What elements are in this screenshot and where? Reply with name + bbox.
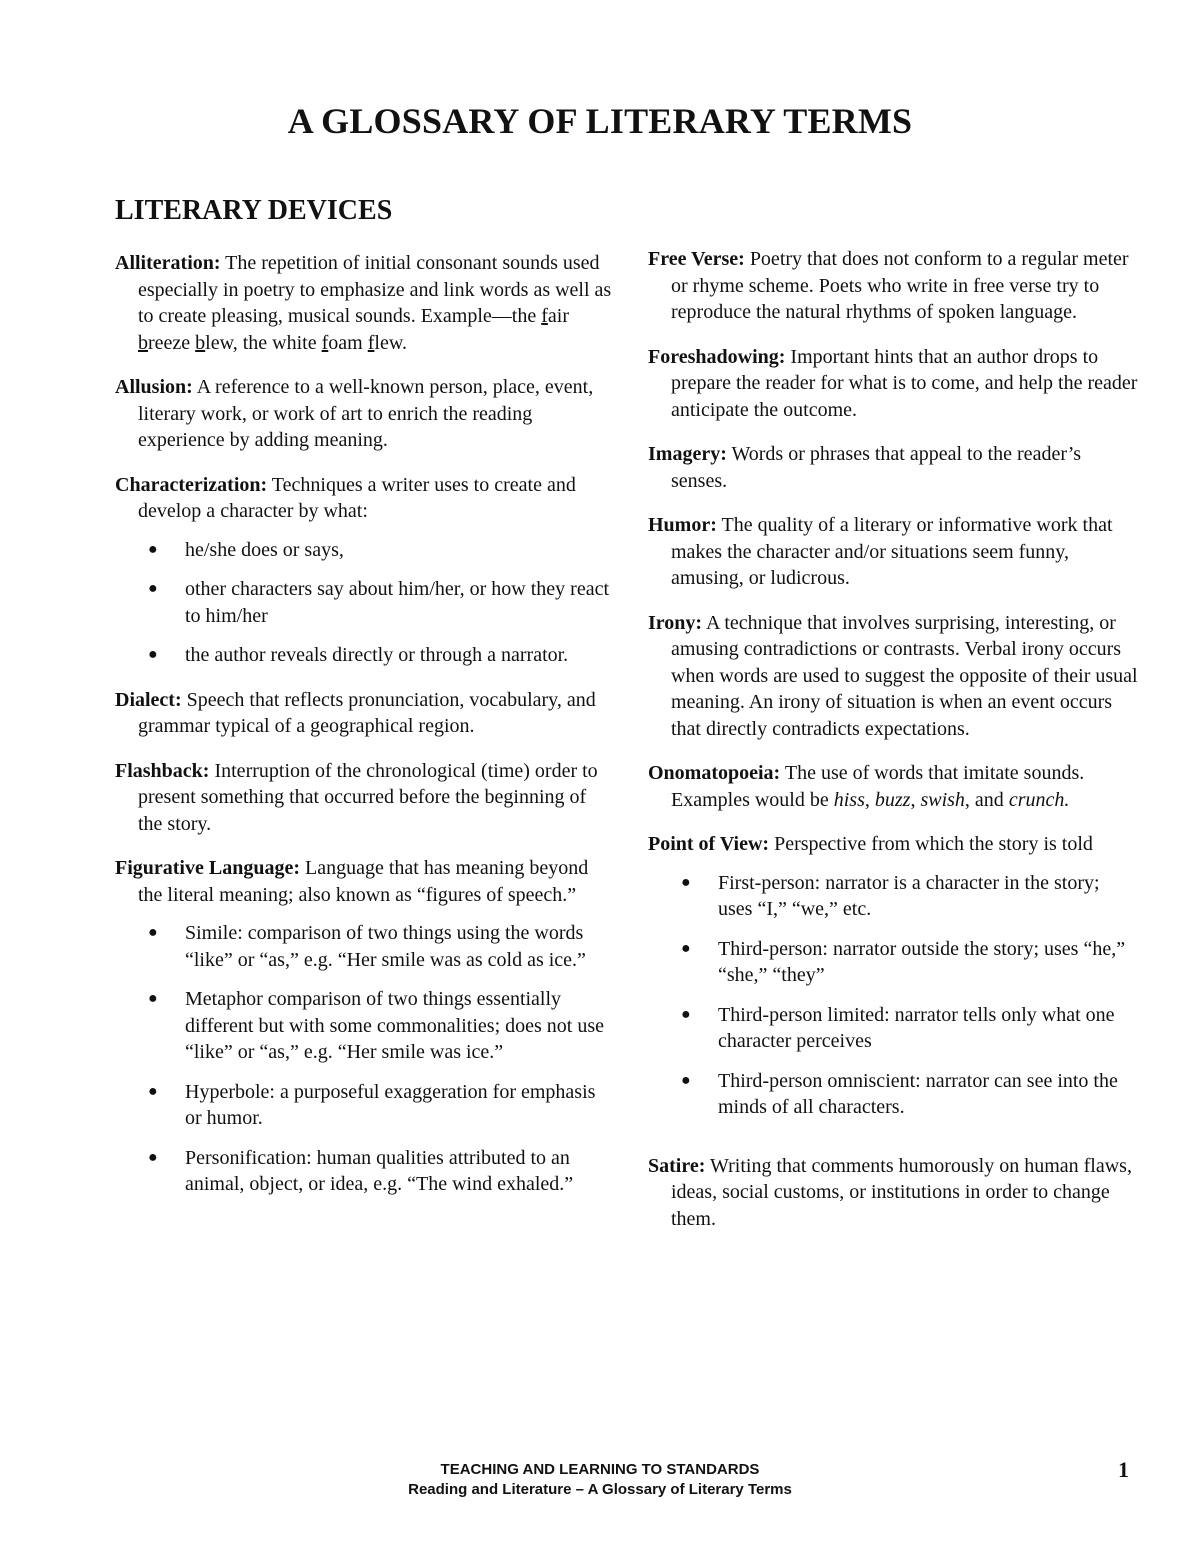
definition-text: oam (328, 331, 368, 354)
definition-text: The repetition of initial consonant sounds used especially in poetry to emphasize and link words as well as to create pleasing, musical sounds. Example—the (138, 252, 612, 327)
entry-flashback (115, 758, 615, 838)
term-label: Flashback: (115, 759, 210, 782)
bullet-text: Simile: comparison of two things using the words “like” or “as,” e.g. “Her smile was as cold as ice.” (185, 922, 586, 971)
definition-text: Techniques a writer uses to create and develop a character by what: (138, 473, 576, 522)
term-label: Characterization: (115, 473, 268, 496)
term-label: Dialect: (115, 688, 182, 711)
entry-alliteration (115, 250, 615, 356)
list-item (115, 1079, 615, 1132)
definition-text: lew. (374, 331, 407, 354)
term-label: Figurative Language: (115, 857, 300, 879)
definition-text: The quality of a literary or informative work that makes the character and/or situations seem funny, amusing, or ludicrous. (671, 514, 1113, 589)
bullet-icon: ● (681, 1005, 691, 1023)
definition-text: lew, the white (205, 331, 322, 354)
term-label: Onomatopoeia: (648, 762, 781, 784)
bullet-icon: ● (681, 873, 691, 891)
list-item (115, 986, 615, 1066)
definition-text: Important hints that an author drops to prepare the reader for what is to come, and help the reader anticipate the outcome. (671, 345, 1138, 421)
entry-characterization (115, 472, 615, 525)
page-footer (0, 1460, 1200, 1500)
underlined-letter: b (138, 331, 148, 354)
list-item (115, 642, 615, 669)
right-column (648, 246, 1138, 1250)
bullet-icon: ● (148, 1148, 158, 1166)
list-item (115, 1145, 615, 1198)
definition-text: Speech that reflects pronunciation, vocabulary, and grammar typical of a geographical region. (138, 688, 596, 737)
page-title: A GLOSSARY OF LITERARY TERMS (287, 101, 913, 141)
example-word: buzz (874, 788, 911, 811)
term-label: Allusion: (115, 376, 193, 398)
list-item (648, 936, 1138, 989)
characterization-bullet-list (115, 537, 615, 669)
definition-text: Interruption of the chronological (time) order to present something that occurred before the beginning of the story. (138, 759, 598, 835)
bullet-icon: ● (681, 1071, 691, 1089)
entry-foreshadowing (648, 344, 1138, 424)
definition-text: air (547, 305, 569, 327)
definition-text: Poetry that does not conform to a regular meter or rhyme scheme. Poets who write in free verse try to reproduce the natural rhythms of spoken language. (671, 248, 1129, 323)
list-item (115, 576, 615, 629)
bullet-text: Third-person omniscient: narrator can see into the minds of all characters. (718, 1069, 1118, 1118)
example-word: hiss (833, 788, 865, 811)
term-label: Irony: (648, 611, 703, 634)
underlined-letter: f (321, 331, 329, 354)
list-item (115, 920, 615, 973)
bullet-icon: ● (148, 924, 158, 941)
list-item (648, 1002, 1138, 1055)
list-item (115, 537, 615, 564)
bullet-icon: ● (148, 540, 158, 558)
bullet-icon: ● (148, 990, 158, 1007)
bullet-text: First-person: narrator is a character in the story; uses “I,” “we,” etc. (718, 871, 1100, 920)
bullet-icon: ● (148, 646, 158, 663)
entry-point-of-view (648, 831, 1138, 858)
definition-text: A reference to a well-known person, place, event, literary work, or work of art to enrich the reading experience by adding meaning. (138, 376, 594, 451)
point-of-view-bullet-list (648, 870, 1138, 1121)
definition-text: Words or phrases that appeal to the reader’s senses. (671, 443, 1082, 492)
bullet-icon: ● (148, 1082, 158, 1100)
left-column (115, 250, 615, 1216)
definition-text: Perspective from which the story is told (769, 833, 1093, 855)
bullet-text: he/she does or says, (185, 538, 344, 561)
underlined-letter: b (195, 331, 206, 354)
list-item (648, 870, 1138, 923)
bullet-text: Third-person: narrator outside the story; uses “he,” “she,” “they” (718, 937, 1126, 986)
bullet-text: the author reveals directly or through a narrator. (185, 644, 569, 666)
term-label: Foreshadowing: (648, 345, 786, 368)
definition-text: reeze (148, 331, 196, 354)
footer-document-title: Reading and Literature – A Glossary of Literary Terms (408, 1481, 792, 1498)
term-label: Alliteration: (115, 252, 221, 274)
example-word: swish (920, 788, 965, 811)
term-label: Imagery: (648, 443, 727, 465)
entry-allusion (115, 374, 615, 454)
definition-text: , (910, 788, 921, 811)
entry-free-verse (648, 246, 1138, 326)
definition-text: Writing that comments humorously on human flaws, ideas, social customs, or institutions in order to change them. (671, 1154, 1132, 1230)
bullet-text: Personification: human qualities attributed to an animal, object, or idea, e.g. “The wind exhaled.” (185, 1146, 574, 1195)
footer-series-title: TEACHING AND LEARNING TO STANDARDS (440, 1461, 760, 1478)
bullet-text: other characters say about him/her, or how they react to him/her (185, 578, 610, 627)
definition-text: A technique that involves surprising, interesting, or amusing contradictions or contrasts. Verbal irony occurs when words are used to suggest the opposite of their usual meaning. An irony of situation is when an event occurs that directly contradicts expectations. (671, 611, 1138, 740)
term-label: Free Verse: (648, 248, 745, 270)
bullet-text: Metaphor comparison of two things essentially different but with some commonalities; does not use “like” or “as,” e.g. “Her smile was ice.” (185, 988, 605, 1063)
definition-text: Language that has meaning beyond the literal meaning; also known as “figures of speech.” (138, 857, 589, 906)
entry-imagery (648, 441, 1138, 494)
entry-onomatopoeia (648, 760, 1138, 813)
definition-text: , (864, 788, 875, 811)
example-word: crunch. (1008, 788, 1070, 811)
entry-irony (648, 610, 1138, 743)
entry-figurative-language (115, 855, 615, 908)
bullet-icon: ● (681, 939, 691, 957)
bullet-icon: ● (148, 580, 158, 597)
section-heading: LITERARY DEVICES (115, 195, 393, 226)
definition-text: , and (964, 788, 1009, 811)
term-label: Satire: (648, 1154, 706, 1177)
figurative-bullet-list (115, 920, 615, 1198)
term-label: Point of View: (648, 833, 770, 855)
underlined-letter: f (541, 305, 548, 327)
term-label: Humor: (648, 514, 717, 536)
underlined-letter: f (367, 331, 375, 354)
entry-dialect (115, 687, 615, 740)
page-number: 1 (1118, 1457, 1129, 1482)
entry-satire (648, 1153, 1138, 1233)
bullet-text: Hyperbole: a purposeful exaggeration for emphasis or humor. (185, 1080, 596, 1129)
entry-humor (648, 512, 1138, 592)
list-item (648, 1068, 1138, 1121)
definition-text: The use of words that imitate sounds. Examples would be (671, 762, 1085, 811)
bullet-text: Third-person limited: narrator tells only what one character perceives (718, 1003, 1115, 1052)
